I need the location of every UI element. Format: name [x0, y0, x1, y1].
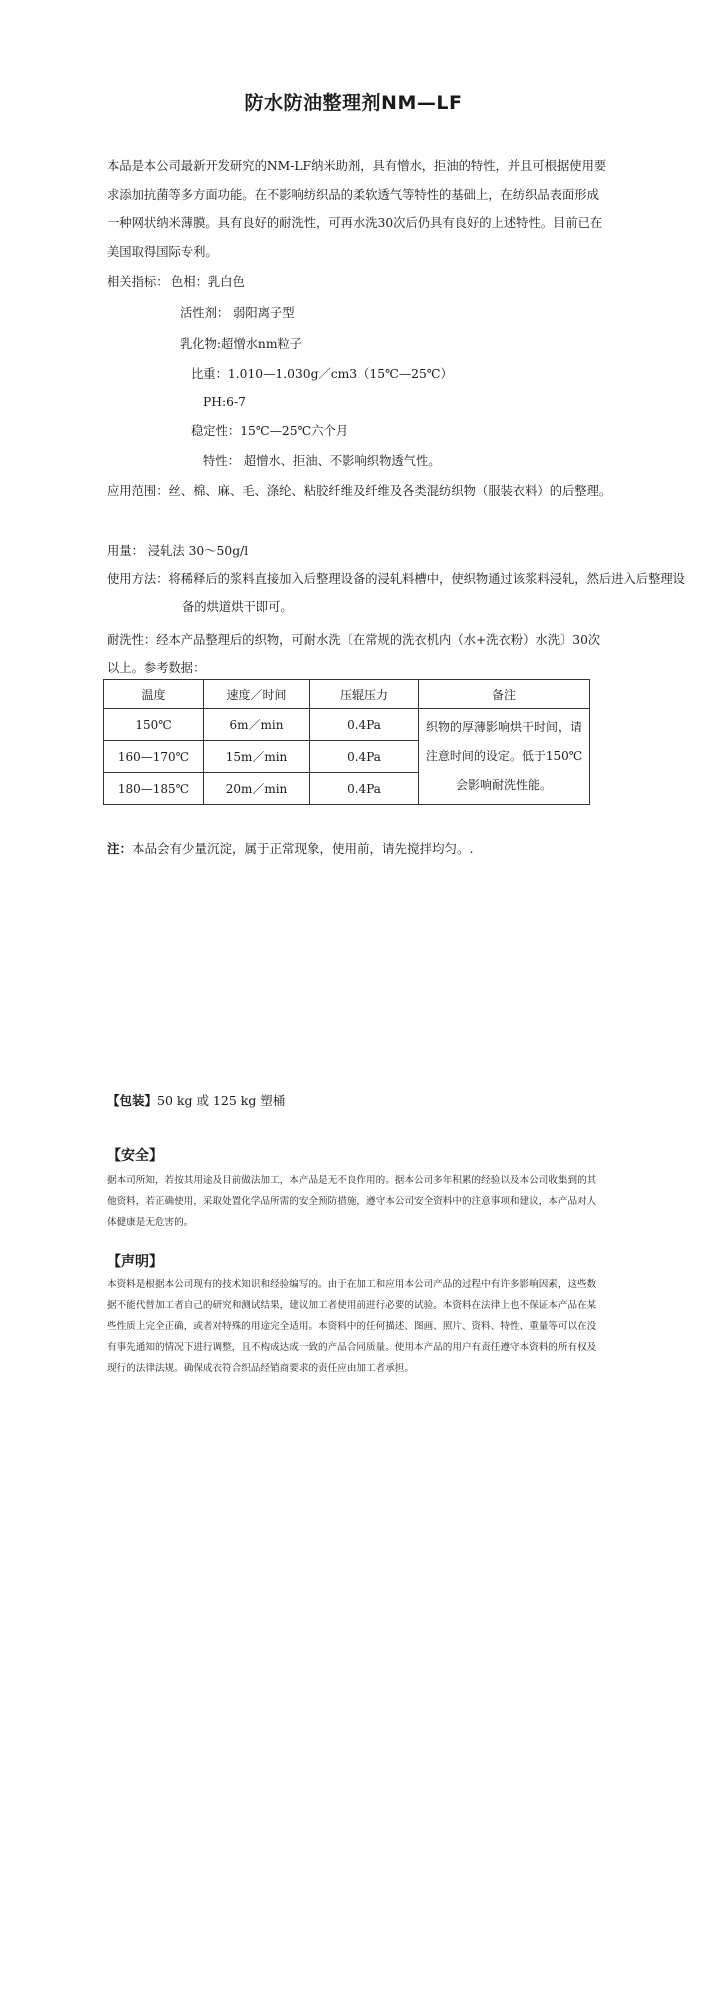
cell-pressure: 0.4Pa: [310, 709, 419, 741]
specs-label: 相关指标：: [107, 275, 169, 289]
cell-remarks: 织物的厚薄影响烘干时间，请注意时间的设定。低于150℃会影响耐洗性能。: [419, 709, 590, 805]
table-row: [104, 709, 590, 741]
usage-method: 使用方法：将稀释后的浆料直接加入后整理设备的浸轧料槽中，使织物通过该浆料浸轧，然后进入后整理设备的烘道烘干即可。: [107, 572, 685, 614]
wash-resistance: 耐洗性：经本产品整理后的织物，可耐水洗〔在常规的洗衣机内（水+洗衣粉）水洗〕30次以上。参考数据：: [107, 633, 601, 675]
cell-temperature: 180—185℃: [104, 773, 204, 805]
header-roller-pressure: 压辊压力: [310, 680, 419, 709]
reference-data-table: [103, 679, 590, 805]
header-speed-time: 速度／时间: [204, 680, 310, 709]
spec-stability: 稳定性：15℃—25℃六个月: [191, 424, 349, 438]
notice-text: 本品会有少量沉淀，属于正常现象，使用前，请先搅拌均匀。.: [132, 841, 474, 856]
intro-paragraph: 本品是本公司最新开发研究的NM-LF纳米助剂，具有憎水，拒油的特性，并且可根据使用要求添加抗菌等多方面功能。在不影响纺织品的柔软透气等特性的基础上，在纺织品表面形成一种网状纳米薄膜。具有良好的耐洗性，可再水洗30次后仍具有良好的上述特性。目前已在美国取得国际专利。: [107, 159, 607, 259]
statement-heading: 【声明】: [107, 1254, 163, 1270]
safety-heading: 【安全】: [107, 1148, 163, 1164]
header-temperature: 温度: [104, 680, 204, 709]
application-scope: 应用范围：丝、棉、麻、毛、涤纶、粘胶纤维及纤维及各类混纺织物（服装衣料）的后整理。: [107, 484, 612, 498]
table-header-row: [104, 680, 590, 709]
packaging-label: 【包装】: [107, 1093, 158, 1108]
safety-paragraph: 据本司所知，若按其用途及目前做法加工，本产品是无不良作用的。据本公司多年积累的经验以及本公司收集到的其他资料，若正确使用，采取处置化学品所需的安全预防措施，遵守本公司安全资料中的注意事项和建议，本产品对人体健康是无危害的。: [107, 1175, 597, 1228]
cell-temperature: 160—170℃: [104, 741, 204, 773]
spec-features: 特性： 超憎水、拒油、不影响织物透气性。: [203, 454, 441, 468]
cell-pressure: 0.4Pa: [310, 741, 419, 773]
cell-speed: 15m／min: [204, 741, 310, 773]
usage-notice: [107, 839, 474, 857]
spec-color: 色相：乳白色: [171, 275, 245, 289]
packaging-line: [107, 1091, 285, 1109]
notice-label: 注：: [107, 841, 133, 856]
header-remarks: 备注: [419, 680, 590, 709]
spec-ph: PH:6-7: [203, 395, 246, 409]
cell-speed: 6m／min: [204, 709, 310, 741]
spec-emulsion: 乳化物:超憎水nm粒子: [180, 337, 303, 351]
cell-speed: 20m／min: [204, 773, 310, 805]
packaging-text: 50 kg 或 125 kg 塑桶: [157, 1093, 286, 1108]
spec-density: 比重：1.010—1.030g／cm3（15℃—25℃）: [191, 367, 453, 381]
cell-pressure: 0.4Pa: [310, 773, 419, 805]
cell-temperature: 150℃: [104, 709, 204, 741]
spec-activity: 活性剂： 弱阳离子型: [180, 306, 295, 320]
statement-paragraph: 本资料是根据本公司现有的技术知识和经验编写的。由于在加工和应用本公司产品的过程中有许多影响因素，这些数据不能代替加工者自己的研究和测试结果，建议加工者使用前进行必要的试验。本资料在法律上也不保证本产品在某些性质上完全正确，或者对特殊的用途完全适用。本资料中的任何描述、图画、照片、资料、特性、重量等可以在没有事先通知的情况下进行调整，且不构成达成一致的产品合同质量。使用本产品的用户有责任遵守本资料的所有权及现行的法律法规。确保成衣符合织品经销商要求的责任应由加工者承担。: [107, 1279, 597, 1374]
dosage: 用量： 浸轧法 30～50g/l: [107, 544, 249, 558]
document-title: 防水防油整理剂NM—LF: [244, 92, 463, 114]
